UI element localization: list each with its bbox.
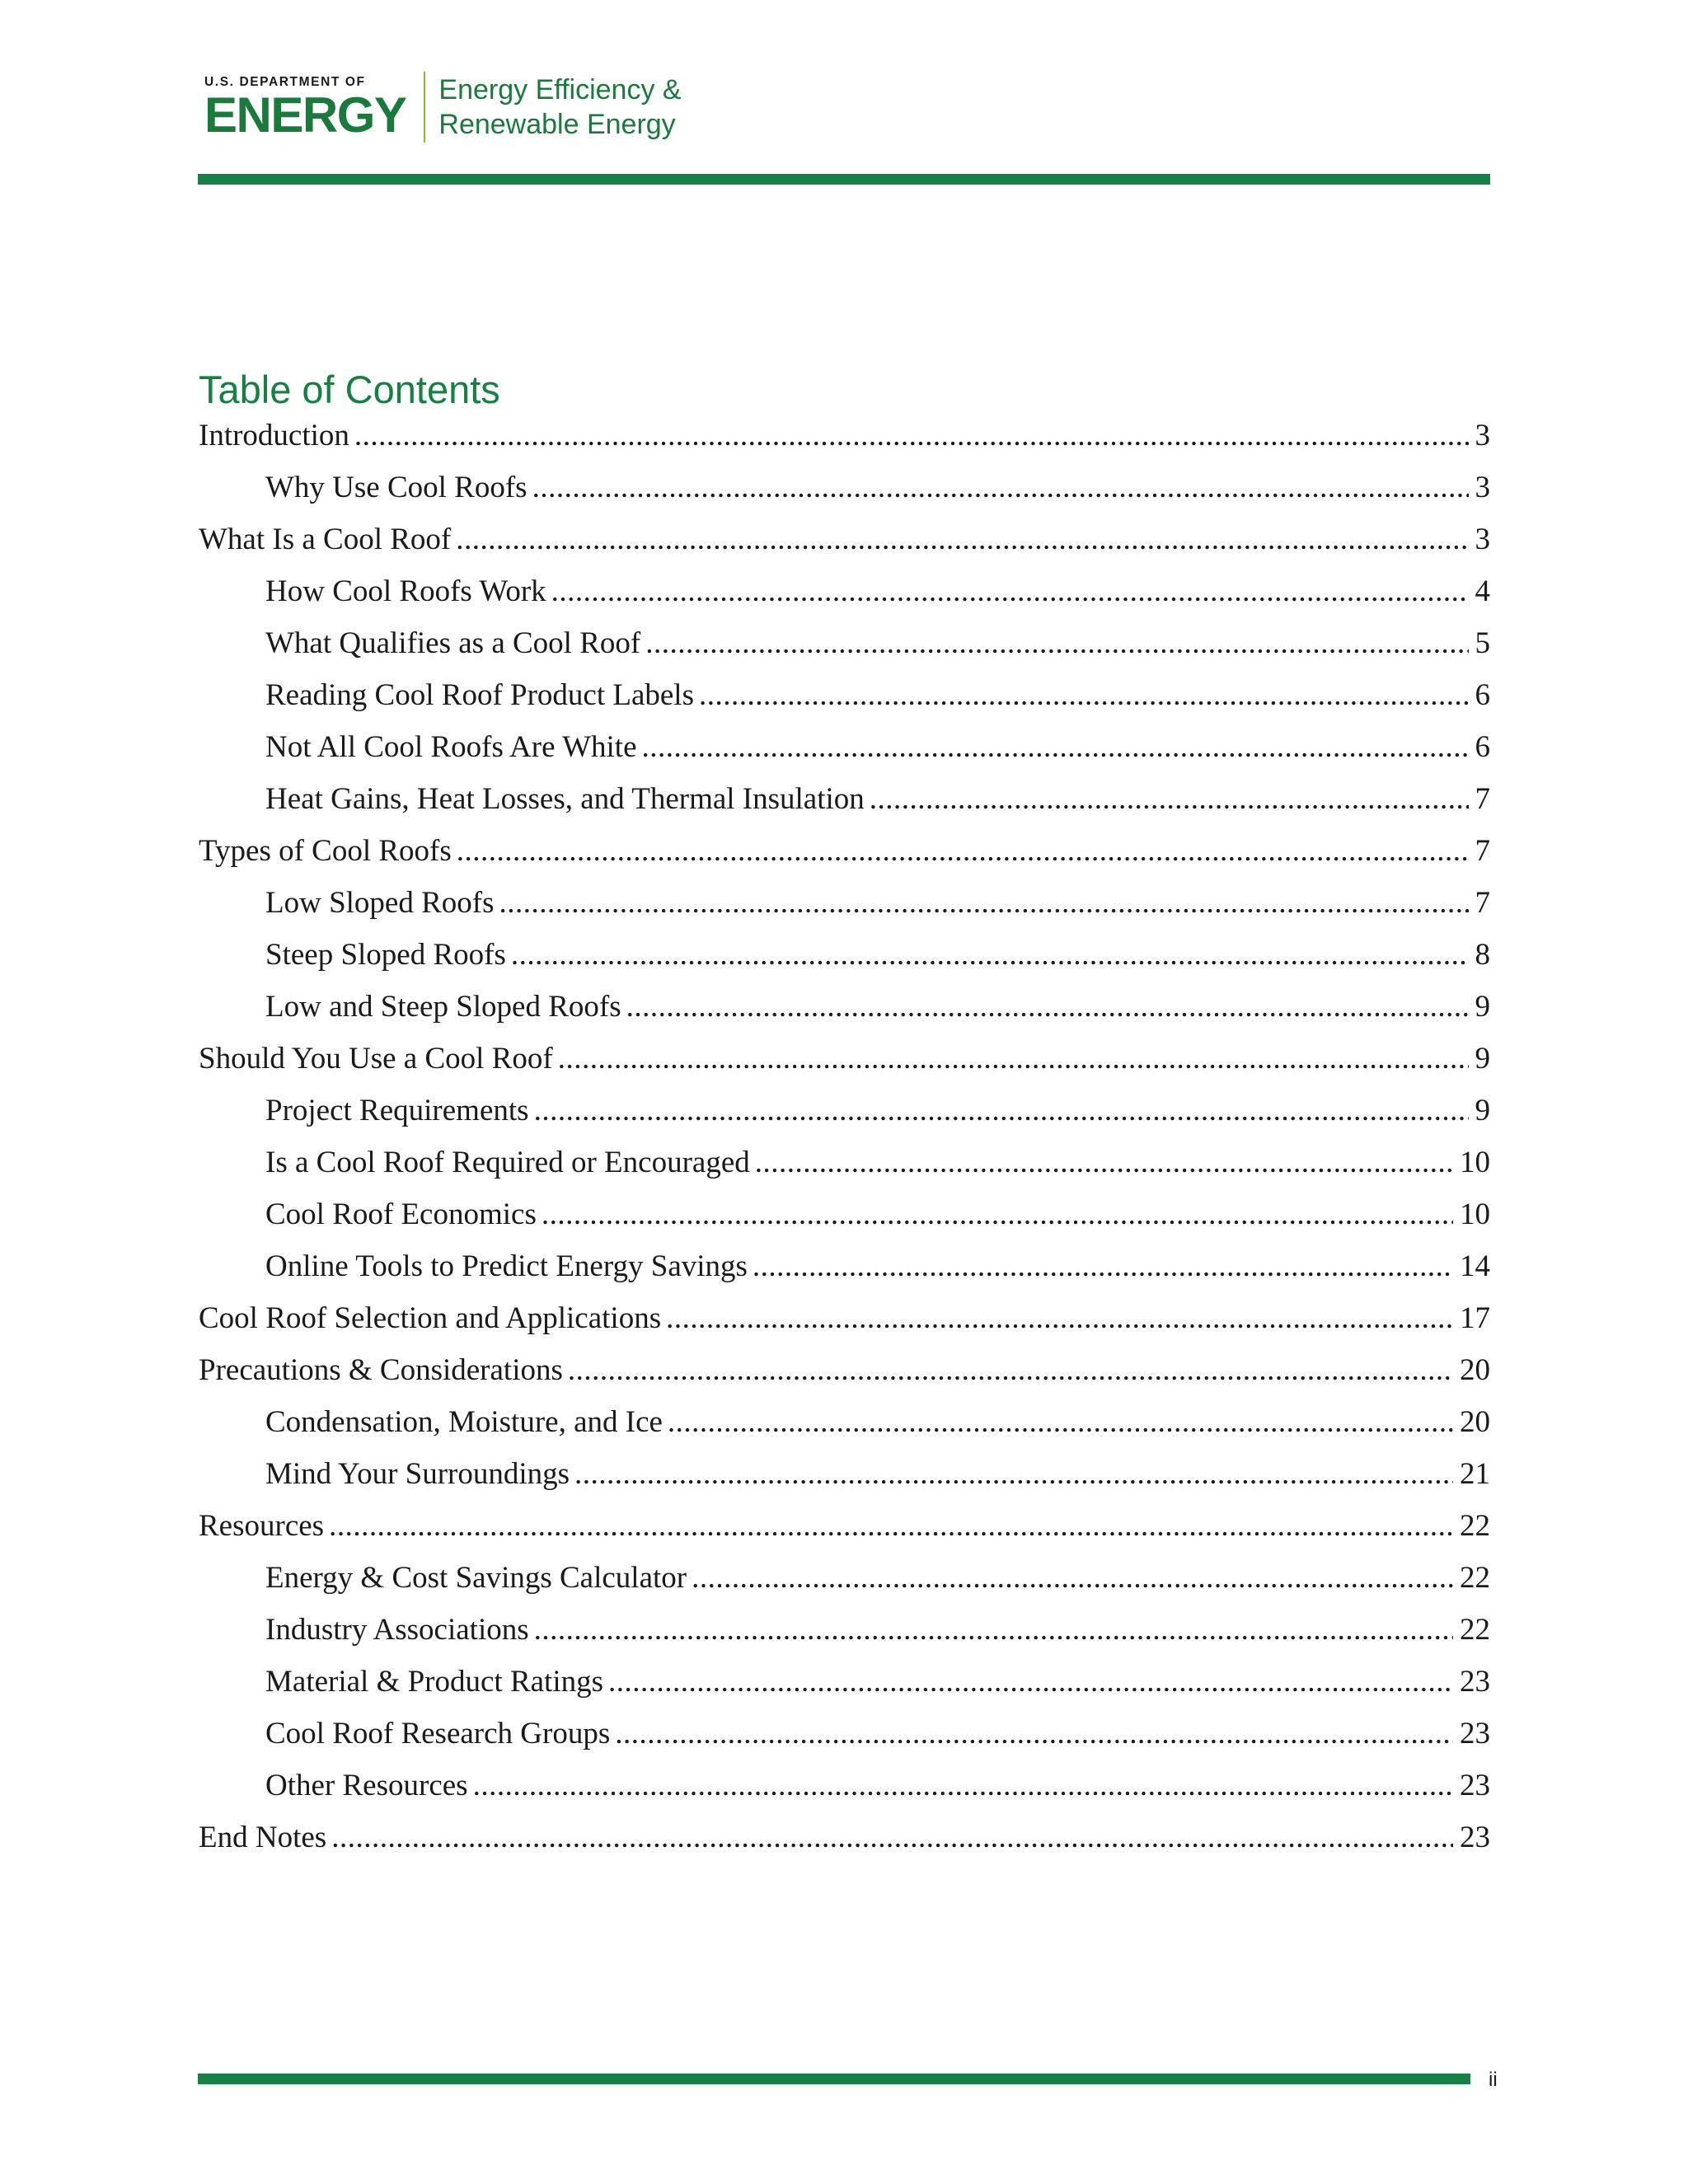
toc-entry-label: Industry Associations (265, 1613, 529, 1647)
toc-entry-label: How Cool Roofs Work (265, 574, 546, 608)
toc-entry-label: Types of Cool Roofs (199, 834, 452, 868)
toc-entry-page: 20 (1460, 1405, 1490, 1439)
toc-entry-label: Cool Roof Selection and Applications (199, 1301, 662, 1335)
toc-entry-page: 23 (1460, 1821, 1490, 1854)
toc-entry-page: 20 (1460, 1353, 1490, 1387)
toc-dot-leader (642, 721, 1469, 773)
toc-entry-label: Should You Use a Cool Roof (199, 1042, 553, 1076)
toc-entry[interactable] (199, 1085, 1490, 1137)
toc-dot-leader (699, 669, 1469, 721)
toc-dot-leader (870, 773, 1469, 825)
toc-dot-leader (668, 1396, 1453, 1448)
energy-wordmark: ENERGY (204, 87, 406, 143)
department-label: U.S. DEPARTMENT OF (204, 75, 366, 89)
toc-entry[interactable] (199, 1033, 1490, 1085)
toc-entry-page: 7 (1475, 834, 1490, 868)
toc-entry[interactable] (199, 981, 1490, 1033)
toc-entry[interactable] (199, 1137, 1490, 1188)
toc-dot-leader (532, 462, 1469, 513)
toc-entry-label: Other Resources (265, 1769, 468, 1802)
toc-dot-leader (574, 1448, 1453, 1500)
toc-entry[interactable] (199, 513, 1490, 565)
toc-entry-page: 23 (1460, 1769, 1490, 1802)
toc-dot-leader (534, 1604, 1453, 1656)
toc-entry-label: Steep Sloped Roofs (265, 938, 506, 972)
toc-dot-leader (692, 1552, 1453, 1604)
toc-entry[interactable] (199, 1811, 1490, 1863)
toc-entry-label: Why Use Cool Roofs (265, 471, 528, 504)
toc-dot-leader (645, 617, 1468, 669)
toc-entry-page: 23 (1460, 1665, 1490, 1699)
toc-entry-page: 7 (1475, 782, 1490, 816)
toc-entry-label: Low Sloped Roofs (265, 886, 495, 920)
toc-entry-page: 3 (1475, 471, 1490, 504)
toc-entry-label: Cool Roof Research Groups (265, 1717, 611, 1750)
toc-entry[interactable] (199, 929, 1490, 981)
toc-entry[interactable] (199, 773, 1490, 825)
toc-entry-label: Resources (199, 1509, 325, 1543)
toc-dot-leader (511, 929, 1469, 981)
toc-dot-leader (542, 1188, 1453, 1240)
toc-dot-leader (499, 877, 1469, 929)
toc-dot-leader (329, 1500, 1453, 1552)
toc-entry[interactable] (199, 617, 1490, 669)
toc-dot-leader (608, 1656, 1453, 1708)
toc-entry-label: End Notes (199, 1821, 327, 1854)
toc-entry-label: Reading Cool Roof Product Labels (265, 678, 694, 712)
toc-entry[interactable] (199, 1656, 1490, 1708)
toc-dot-leader (456, 513, 1468, 565)
toc-entry-page: 22 (1460, 1509, 1490, 1543)
toc-entry-label: Low and Steep Sloped Roofs (265, 990, 621, 1024)
toc-title: Table of Contents (199, 368, 500, 411)
toc-entry-label: Project Requirements (265, 1094, 529, 1127)
toc-entry-label: Introduction (199, 419, 349, 452)
toc-entry-page: 17 (1460, 1301, 1490, 1335)
toc-dot-leader (534, 1085, 1469, 1137)
toc-entry[interactable] (199, 669, 1490, 721)
toc-dot-leader (457, 825, 1469, 877)
toc-entry-page: 3 (1475, 419, 1490, 452)
toc-entry-label: Mind Your Surroundings (265, 1457, 570, 1491)
office-name (438, 73, 681, 142)
toc-entry-label: Heat Gains, Heat Losses, and Thermal Insulation (265, 782, 865, 816)
toc-entry-page: 6 (1475, 678, 1490, 712)
toc-entry[interactable] (199, 1448, 1490, 1500)
toc-entry-label: Is a Cool Roof Required or Encouraged (265, 1146, 750, 1179)
toc-entry[interactable] (199, 1760, 1490, 1811)
header-rule (198, 174, 1490, 185)
toc-entry-label: Not All Cool Roofs Are White (265, 730, 637, 764)
toc-entry-label: Material & Product Ratings (265, 1665, 604, 1699)
toc-entry[interactable] (199, 825, 1490, 877)
toc-entry-page: 14 (1460, 1249, 1490, 1283)
toc-entry-label: Condensation, Moisture, and Ice (265, 1405, 663, 1439)
toc-entry-label: Online Tools to Predict Energy Savings (265, 1249, 748, 1283)
toc-entry-label: What Is a Cool Roof (199, 523, 452, 556)
toc-entry-page: 21 (1460, 1457, 1490, 1491)
toc-entry[interactable] (199, 1552, 1490, 1604)
toc-dot-leader (568, 1344, 1453, 1396)
toc-entry-page: 3 (1475, 523, 1490, 556)
toc-entry-page: 22 (1460, 1613, 1490, 1647)
toc-dot-leader (626, 981, 1469, 1033)
toc-dot-leader (753, 1240, 1453, 1292)
toc-entry-label: Energy & Cost Savings Calculator (265, 1561, 687, 1595)
page-number: ii (1489, 2069, 1498, 2091)
toc-entry[interactable] (199, 1708, 1490, 1760)
toc-entry[interactable] (199, 721, 1490, 773)
toc-entry-page: 10 (1460, 1197, 1490, 1231)
doe-wordmark (204, 75, 406, 143)
toc-entry-page: 23 (1460, 1717, 1490, 1750)
toc-entry-label: Precautions & Considerations (199, 1353, 563, 1387)
toc-dot-leader (755, 1137, 1453, 1188)
toc-entry-page: 7 (1475, 886, 1490, 920)
toc-dot-leader (354, 410, 1469, 462)
toc-entry-page: 5 (1475, 626, 1490, 660)
toc-entry-page: 9 (1475, 1042, 1490, 1076)
toc-entry-page: 8 (1475, 938, 1490, 972)
toc-entry[interactable] (199, 1500, 1490, 1552)
toc-entry[interactable] (199, 877, 1490, 929)
toc-entry[interactable] (199, 462, 1490, 513)
toc-dot-leader (558, 1033, 1469, 1085)
office-name-line-2: Renewable Energy (438, 109, 676, 140)
toc-entry-label: Cool Roof Economics (265, 1197, 537, 1231)
toc-entry-page: 9 (1475, 990, 1490, 1024)
toc-entry-page: 22 (1460, 1561, 1490, 1595)
toc-entry[interactable] (199, 565, 1490, 617)
toc-entry[interactable] (199, 1344, 1490, 1396)
toc-dot-leader (551, 565, 1469, 617)
toc-entry-page: 10 (1460, 1146, 1490, 1179)
toc-entry[interactable] (199, 1188, 1490, 1240)
toc-entry[interactable] (199, 1240, 1490, 1292)
toc-list (199, 410, 1490, 1863)
toc-entry[interactable] (199, 1604, 1490, 1656)
toc-dot-leader (473, 1760, 1453, 1811)
toc-entry[interactable] (199, 1396, 1490, 1448)
toc-entry[interactable] (199, 1292, 1490, 1344)
office-name-line-1: Energy Efficiency & (438, 74, 682, 105)
logo-divider (424, 72, 425, 143)
toc-dot-leader (615, 1708, 1453, 1760)
toc-entry-page: 6 (1475, 730, 1490, 764)
toc-entry-page: 9 (1475, 1094, 1490, 1127)
footer-rule (198, 2074, 1470, 2084)
toc-dot-leader (331, 1811, 1453, 1863)
toc-entry-label: What Qualifies as a Cool Roof (265, 626, 641, 660)
toc-entry[interactable] (199, 410, 1490, 462)
toc-entry-page: 4 (1475, 574, 1490, 608)
doe-eere-logo (204, 69, 682, 145)
toc-dot-leader (666, 1292, 1453, 1344)
